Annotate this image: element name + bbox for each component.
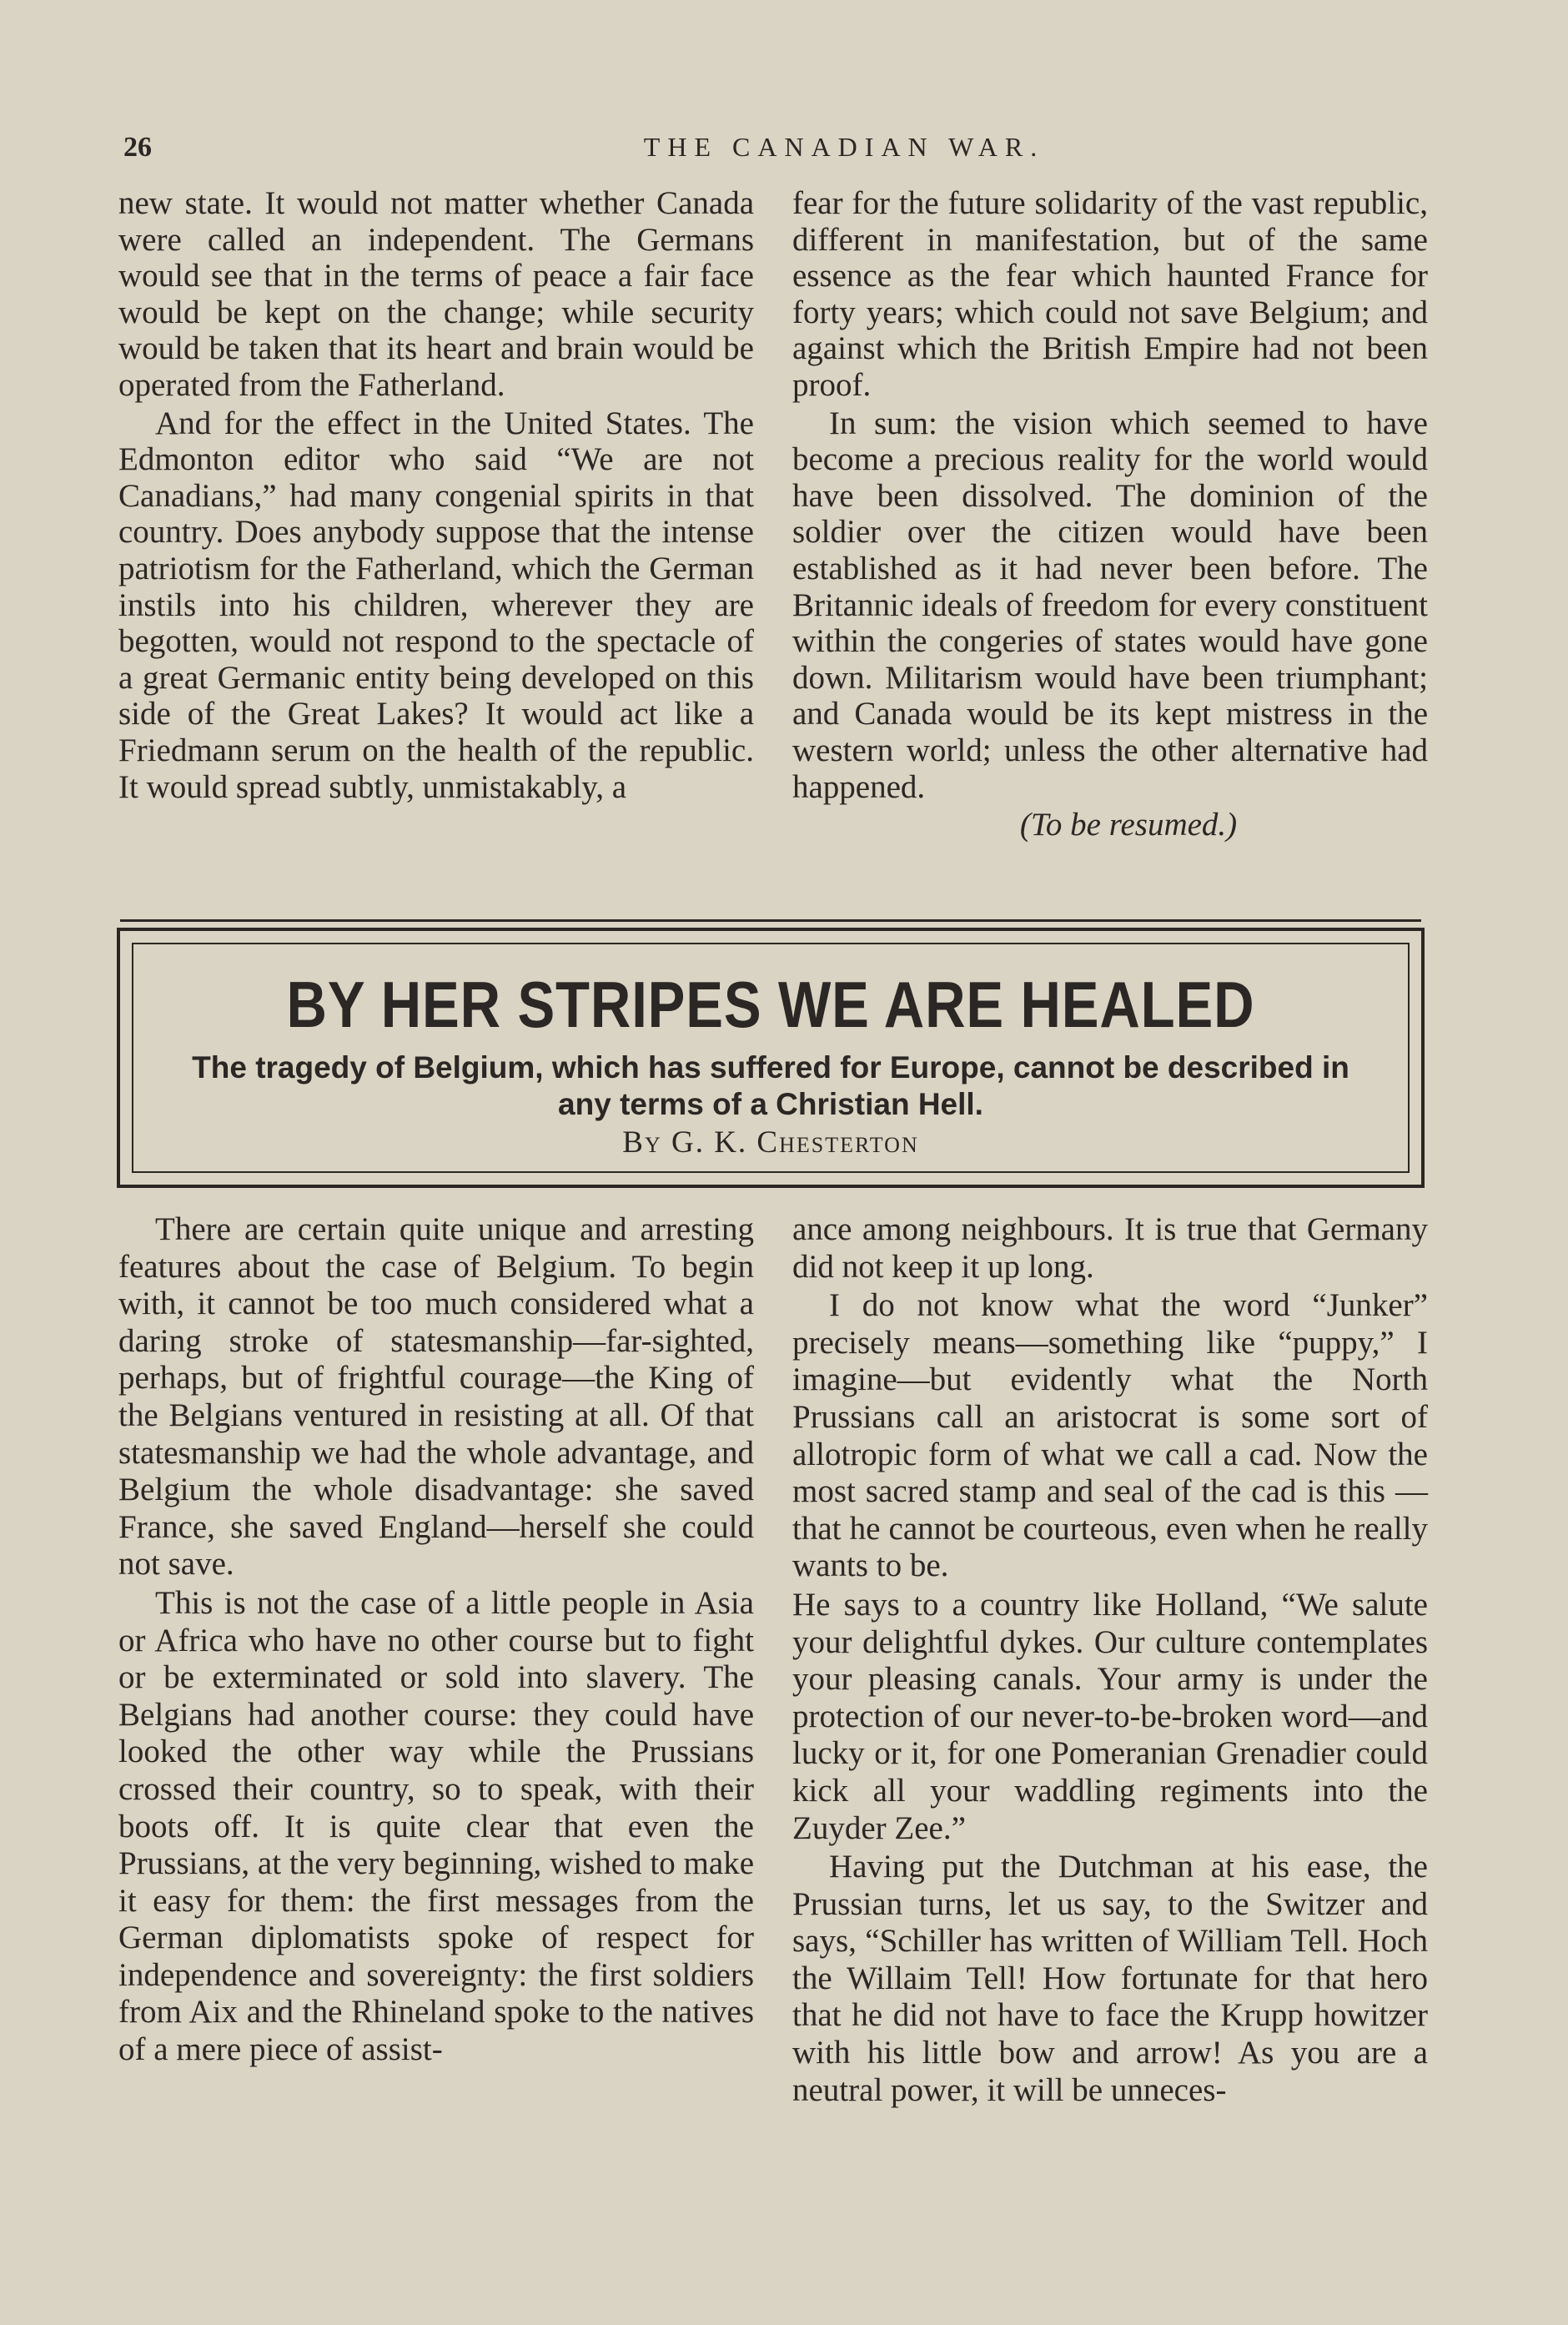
page-number: 26 xyxy=(123,132,152,163)
paragraph: There are certain quite unique and arresting features about the case of Belgium. To begin with, it cannot be too much considered what a daring stroke of statesmanship—far-sighted, perhaps, but of frightful courage—the King of the Belgians ventured in resisting at all. Of that statesmanship we had the whole advantage, and Belgium the whole disadvantage: she saved France, she saved England—herself she could not save. xyxy=(118,1211,754,1583)
paragraph: This is not the case of a little people in Asia or Africa who have no other course but to fight or be exterminated or sold into slavery. The Belgians had another course: they could have looked the other way while the Prussians crossed their country, so to speak, with their boots off. It is quite clear that even the Prussians, at the very beginning, wished to make it easy for them: the first messages from the German diplomatists spoke of respect for independence and sovereignty: the first soldiers from Aix and the Rhineland spoke to the natives of a mere piece of assist- xyxy=(118,1584,754,2068)
paragraph: new state. It would not matter whether Canada were called an independent. The Germans would see that in the terms of peace a fair face would be kept on the change; while security would be taken that its heart and brain would be operated from the Fatherland. xyxy=(118,185,754,403)
page-header xyxy=(118,132,1428,165)
paragraph: He says to a country like Holland, “We salute your delightful dykes. Our culture contemplates your pleasing canals. Your army is under the protection of our never-to-be-broken word—and lucky or it, for one Pomeranian Grenadier could kick all your waddling regiments into the Zuyder Zee.” xyxy=(792,1586,1428,1846)
bottom-article-left-column xyxy=(118,1211,754,2069)
continued-note: (To be resumed.) xyxy=(1019,807,1238,843)
paragraph: In sum: the vision which seemed to have become a precious reality for the world would have been dissolved. The dominion of the soldier over the citizen would have been established as it had never been before. The Britannic ideals of freedom for every constituent within the congeries of states would have gone down. Militarism would have been triumphant; and Canada would be its kept mistress in the western world; unless the other alternative had happened. xyxy=(792,405,1428,805)
article-deck: The tragedy of Belgium, which has suffered for Europe, cannot be described in any terms of a Christian Hell. xyxy=(192,1050,1349,1121)
top-article-right-column xyxy=(792,185,1428,843)
paragraph: ance among neighbours. It is true that Germany did not keep it up long. xyxy=(792,1211,1428,1285)
article-headline: BY HER STRIPES WE ARE HEALED xyxy=(286,968,1255,1041)
top-article-left-column xyxy=(118,185,754,805)
paragraph: And for the effect in the United States. The Edmonton editor who said “We are not Canadians,” had many congenial spirits in that country. Does anybody suppose that the intense patriotism for the Fatherland, which the German instils into his children, wherever they are begotten, would not respond to the spectacle of a great Germanic entity being developed on this side of the Great Lakes? It would act like a Friedmann serum on the health of the republic. It would spread subtly, unmistakably, a xyxy=(118,405,754,805)
bottom-article-right-column xyxy=(792,1211,1428,2109)
article-byline: By G. K. Chesterton xyxy=(622,1125,919,1160)
paragraph: Having put the Dutchman at his ease, the Prussian turns, let us say, to the Switzer and says, “Schiller has written of William Tell. Hoch the Willaim Tell! How fortunate for that hero that he did not have to face the Krupp howitzer with his little bow and arrow! As you are a neutral power, it will be unneces- xyxy=(792,1849,1428,2108)
paragraph: fear for the future solidarity of the vast republic, different in manifestation, but of the same essence as the fear which haunted France for forty years; which could not save Belgium; and against which the British Empire had not been proof. xyxy=(792,185,1428,403)
article-title-box xyxy=(117,928,1425,1188)
running-title: THE CANADIAN WAR. xyxy=(643,132,1045,162)
paragraph: I do not know what the word “Junker” precisely means—something like “puppy,” I imagine—but evidently what the North Prussians call an aristocrat is some sort of allotropic form of what we call a cad. Now the most sacred stamp and seal of the cad is this —that he cannot be courteous, even when he really wants to be. xyxy=(792,1287,1428,1584)
